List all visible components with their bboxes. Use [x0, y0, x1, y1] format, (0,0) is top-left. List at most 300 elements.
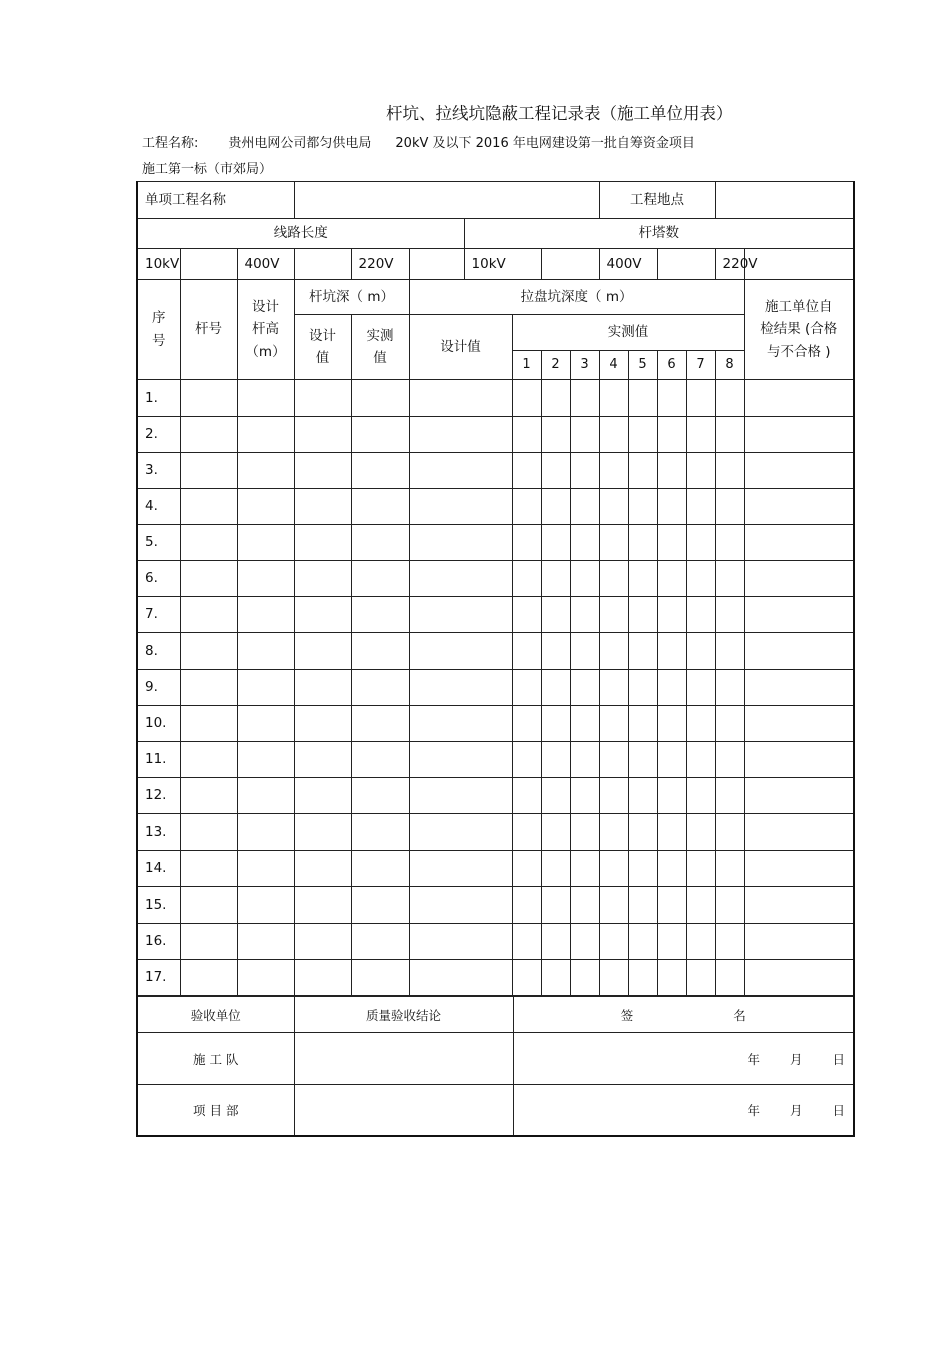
- measured-point-6-header: 6: [657, 351, 686, 380]
- anchor-measured-3-cell[interactable]: [570, 453, 599, 489]
- self-check-cell[interactable]: [744, 960, 854, 996]
- design-height-cell[interactable]: [237, 453, 294, 489]
- anchor-measured-2-cell[interactable]: [541, 706, 570, 742]
- location-label: 工程地点: [599, 182, 715, 219]
- anchor-measured-1-cell[interactable]: [512, 453, 541, 489]
- anchor-measured-1-cell[interactable]: [512, 489, 541, 525]
- anchor-measured-5-cell[interactable]: [628, 742, 657, 778]
- anchor-measured-2-cell[interactable]: [541, 380, 570, 417]
- pole-no-cell[interactable]: [180, 525, 237, 561]
- col-design-height-line3: （m）: [245, 343, 286, 360]
- anchor-measured-2-cell[interactable]: [541, 778, 570, 814]
- anchor-measured-5-cell[interactable]: [628, 380, 657, 417]
- design-height-cell[interactable]: [237, 706, 294, 742]
- anchor-design-cell[interactable]: [409, 960, 512, 996]
- pit-measured-cell[interactable]: [351, 525, 409, 561]
- anchor-measured-3-cell[interactable]: [570, 960, 599, 996]
- anchor-measured-3-cell[interactable]: [570, 814, 599, 851]
- anchor-measured-7-cell[interactable]: [686, 924, 715, 960]
- pit-design-cell[interactable]: [294, 489, 351, 525]
- col-self-check-line2: 检结果 (合格: [760, 321, 838, 338]
- anchor-design-cell[interactable]: [409, 851, 512, 887]
- anchor-measured-1-cell[interactable]: [512, 561, 541, 597]
- self-check-cell[interactable]: [744, 597, 854, 633]
- col-seq-header: [137, 280, 180, 380]
- pit-design-cell[interactable]: [294, 597, 351, 633]
- pole-no-cell[interactable]: [180, 633, 237, 670]
- anchor-measured-4-cell[interactable]: [599, 887, 628, 924]
- anchor-measured-7-cell[interactable]: [686, 453, 715, 489]
- anchor-measured-3-cell[interactable]: [570, 525, 599, 561]
- anchor-measured-3-cell[interactable]: [570, 887, 599, 924]
- measured-point-1-header: 1: [512, 351, 541, 380]
- anchor-measured-7-cell[interactable]: [686, 670, 715, 706]
- anchor-measured-4-cell[interactable]: [599, 814, 628, 851]
- line-length-400v-label: 400V: [237, 249, 294, 280]
- line-length-10kv-field[interactable]: [180, 249, 237, 280]
- pit-measured-cell[interactable]: [351, 453, 409, 489]
- anchor-measured-8-cell[interactable]: [715, 670, 744, 706]
- design-height-cell[interactable]: [237, 924, 294, 960]
- anchor-measured-1-cell[interactable]: [512, 380, 541, 417]
- anchor-measured-5-cell[interactable]: [628, 561, 657, 597]
- row-number: 4.: [137, 489, 180, 525]
- pit-measured-cell[interactable]: [351, 742, 409, 778]
- pole-no-cell[interactable]: [180, 670, 237, 706]
- signoff-conclusion-label: 质量验收结论: [294, 997, 513, 1033]
- pole-no-cell[interactable]: [180, 814, 237, 851]
- anchor-measured-3-cell[interactable]: [570, 706, 599, 742]
- table-row: [137, 814, 854, 851]
- anchor-measured-1-cell[interactable]: [512, 525, 541, 561]
- col-design-height-header: [237, 280, 294, 380]
- anchor-measured-2-cell[interactable]: [541, 742, 570, 778]
- anchor-measured-4-cell[interactable]: [599, 670, 628, 706]
- col-pit-design-line2: 值: [315, 350, 330, 366]
- anchor-measured-8-cell[interactable]: [715, 525, 744, 561]
- anchor-design-cell[interactable]: [409, 489, 512, 525]
- pit-design-cell[interactable]: [294, 851, 351, 887]
- pole-no-cell[interactable]: [180, 380, 237, 417]
- anchor-measured-6-cell[interactable]: [657, 380, 686, 417]
- anchor-design-cell[interactable]: [409, 742, 512, 778]
- anchor-measured-1-cell[interactable]: [512, 742, 541, 778]
- anchor-measured-6-cell[interactable]: [657, 960, 686, 996]
- self-check-cell[interactable]: [744, 633, 854, 670]
- anchor-measured-1-cell[interactable]: [512, 887, 541, 924]
- self-check-cell[interactable]: [744, 380, 854, 417]
- anchor-measured-7-cell[interactable]: [686, 633, 715, 670]
- anchor-measured-7-cell[interactable]: [686, 887, 715, 924]
- pole-no-cell[interactable]: [180, 453, 237, 489]
- anchor-measured-6-cell[interactable]: [657, 633, 686, 670]
- anchor-measured-3-cell[interactable]: [570, 670, 599, 706]
- anchor-measured-8-cell[interactable]: [715, 851, 744, 887]
- pit-design-cell[interactable]: [294, 814, 351, 851]
- design-height-cell[interactable]: [237, 633, 294, 670]
- anchor-measured-7-cell[interactable]: [686, 778, 715, 814]
- anchor-measured-6-cell[interactable]: [657, 742, 686, 778]
- anchor-measured-6-cell[interactable]: [657, 489, 686, 525]
- pole-no-cell[interactable]: [180, 778, 237, 814]
- col-pit-measured-line2: 值: [373, 350, 387, 366]
- anchor-measured-2-cell[interactable]: [541, 633, 570, 670]
- design-height-cell[interactable]: [237, 670, 294, 706]
- anchor-measured-7-cell[interactable]: [686, 851, 715, 887]
- pit-measured-cell[interactable]: [351, 380, 409, 417]
- anchor-measured-3-cell[interactable]: [570, 489, 599, 525]
- pit-measured-cell[interactable]: [351, 778, 409, 814]
- anchor-measured-6-cell[interactable]: [657, 525, 686, 561]
- anchor-measured-8-cell[interactable]: [715, 887, 744, 924]
- anchor-measured-1-cell[interactable]: [512, 814, 541, 851]
- pit-measured-cell[interactable]: [351, 489, 409, 525]
- anchor-measured-3-cell[interactable]: [570, 597, 599, 633]
- pit-measured-cell[interactable]: [351, 706, 409, 742]
- anchor-measured-1-cell[interactable]: [512, 670, 541, 706]
- row-number: 13.: [137, 814, 180, 851]
- line-length-220v-label: 220V: [351, 249, 409, 280]
- project-dept-date-year: 年: [747, 1102, 760, 1118]
- anchor-measured-4-cell[interactable]: [599, 561, 628, 597]
- pit-measured-cell[interactable]: [351, 960, 409, 996]
- anchor-measured-8-cell[interactable]: [715, 814, 744, 851]
- design-height-cell[interactable]: [237, 742, 294, 778]
- pole-count-220v-field[interactable]: [744, 249, 854, 280]
- design-height-cell[interactable]: [237, 561, 294, 597]
- col-pole-no-header: 杆号: [180, 280, 237, 380]
- anchor-measured-6-cell[interactable]: [657, 924, 686, 960]
- anchor-measured-5-cell[interactable]: [628, 778, 657, 814]
- pole-count-400v-label: 400V: [599, 249, 657, 280]
- anchor-measured-4-cell[interactable]: [599, 742, 628, 778]
- anchor-measured-7-cell[interactable]: [686, 814, 715, 851]
- anchor-measured-4-cell[interactable]: [599, 597, 628, 633]
- anchor-measured-2-cell[interactable]: [541, 417, 570, 453]
- pit-design-cell[interactable]: [294, 742, 351, 778]
- anchor-measured-7-cell[interactable]: [686, 742, 715, 778]
- signoff-table: [136, 996, 855, 1137]
- pit-measured-cell[interactable]: [351, 417, 409, 453]
- table-row: [137, 924, 854, 960]
- design-height-cell[interactable]: [237, 417, 294, 453]
- pole-no-cell[interactable]: [180, 706, 237, 742]
- anchor-measured-5-cell[interactable]: [628, 633, 657, 670]
- anchor-measured-6-cell[interactable]: [657, 778, 686, 814]
- measured-point-7-header: 7: [686, 351, 715, 380]
- anchor-measured-2-cell[interactable]: [541, 597, 570, 633]
- anchor-measured-5-cell[interactable]: [628, 453, 657, 489]
- anchor-measured-4-cell[interactable]: [599, 380, 628, 417]
- anchor-measured-4-cell[interactable]: [599, 489, 628, 525]
- pit-design-cell[interactable]: [294, 417, 351, 453]
- anchor-measured-3-cell[interactable]: [570, 778, 599, 814]
- design-height-cell[interactable]: [237, 814, 294, 851]
- row-number: 2.: [137, 417, 180, 453]
- anchor-measured-1-cell[interactable]: [512, 706, 541, 742]
- anchor-measured-4-cell[interactable]: [599, 706, 628, 742]
- anchor-measured-4-cell[interactable]: [599, 960, 628, 996]
- anchor-measured-5-cell[interactable]: [628, 887, 657, 924]
- anchor-design-cell[interactable]: [409, 453, 512, 489]
- pole-no-cell[interactable]: [180, 742, 237, 778]
- design-height-cell[interactable]: [237, 380, 294, 417]
- pit-design-cell[interactable]: [294, 924, 351, 960]
- self-check-cell[interactable]: [744, 706, 854, 742]
- pit-design-cell[interactable]: [294, 453, 351, 489]
- signoff-construction-date[interactable]: [513, 1033, 854, 1085]
- project-dept-date-month: 月: [789, 1102, 803, 1118]
- pole-no-cell[interactable]: [180, 851, 237, 887]
- measured-point-5-header: 5: [628, 351, 657, 380]
- design-height-cell[interactable]: [237, 525, 294, 561]
- pit-design-cell[interactable]: [294, 960, 351, 996]
- anchor-measured-3-cell[interactable]: [570, 417, 599, 453]
- self-check-cell[interactable]: [744, 561, 854, 597]
- anchor-measured-4-cell[interactable]: [599, 525, 628, 561]
- self-check-cell[interactable]: [744, 489, 854, 525]
- pit-measured-cell[interactable]: [351, 887, 409, 924]
- anchor-measured-7-cell[interactable]: [686, 706, 715, 742]
- pit-design-cell[interactable]: [294, 633, 351, 670]
- anchor-measured-2-cell[interactable]: [541, 814, 570, 851]
- anchor-measured-3-cell[interactable]: [570, 742, 599, 778]
- anchor-measured-6-cell[interactable]: [657, 851, 686, 887]
- design-height-cell[interactable]: [237, 597, 294, 633]
- self-check-cell[interactable]: [744, 742, 854, 778]
- self-check-cell[interactable]: [744, 851, 854, 887]
- anchor-measured-8-cell[interactable]: [715, 561, 744, 597]
- anchor-measured-5-cell[interactable]: [628, 525, 657, 561]
- row-number: 11.: [137, 742, 180, 778]
- table-row: [137, 742, 854, 778]
- anchor-measured-5-cell[interactable]: [628, 417, 657, 453]
- anchor-measured-5-cell[interactable]: [628, 670, 657, 706]
- anchor-measured-7-cell[interactable]: [686, 960, 715, 996]
- anchor-measured-4-cell[interactable]: [599, 633, 628, 670]
- self-check-cell[interactable]: [744, 525, 854, 561]
- anchor-measured-2-cell[interactable]: [541, 670, 570, 706]
- anchor-measured-6-cell[interactable]: [657, 887, 686, 924]
- anchor-measured-7-cell[interactable]: [686, 597, 715, 633]
- row-number: 5.: [137, 525, 180, 561]
- row-number: 8.: [137, 633, 180, 670]
- anchor-measured-2-cell[interactable]: [541, 851, 570, 887]
- pit-measured-cell[interactable]: [351, 670, 409, 706]
- anchor-measured-1-cell[interactable]: [512, 960, 541, 996]
- col-design-height-line1: 设计: [252, 299, 279, 316]
- pit-measured-cell[interactable]: [351, 561, 409, 597]
- pit-design-cell[interactable]: [294, 887, 351, 924]
- self-check-cell[interactable]: [744, 417, 854, 453]
- measured-point-8-header: 8: [715, 351, 744, 380]
- self-check-cell[interactable]: [744, 887, 854, 924]
- form-title: 杆坑、拉线坑隐蔽工程记录表（施工单位用表）: [386, 104, 733, 123]
- col-pit-design-header: [294, 315, 351, 380]
- construction-date-year: 年: [747, 1051, 760, 1067]
- anchor-measured-5-cell[interactable]: [628, 489, 657, 525]
- anchor-measured-8-cell[interactable]: [715, 706, 744, 742]
- anchor-measured-4-cell[interactable]: [599, 453, 628, 489]
- anchor-measured-7-cell[interactable]: [686, 489, 715, 525]
- anchor-measured-2-cell[interactable]: [541, 453, 570, 489]
- col-anchor-measured-header: 实测值: [512, 315, 744, 351]
- pole-no-cell[interactable]: [180, 561, 237, 597]
- anchor-measured-1-cell[interactable]: [512, 851, 541, 887]
- pit-measured-cell[interactable]: [351, 814, 409, 851]
- pole-no-cell[interactable]: [180, 597, 237, 633]
- design-height-cell[interactable]: [237, 887, 294, 924]
- pit-design-cell[interactable]: [294, 380, 351, 417]
- col-pit-measured-header: [351, 315, 409, 380]
- anchor-measured-4-cell[interactable]: [599, 924, 628, 960]
- anchor-measured-1-cell[interactable]: [512, 417, 541, 453]
- signoff-project-dept-date[interactable]: [513, 1085, 854, 1136]
- signoff-construction-conclusion-field[interactable]: [294, 1033, 513, 1085]
- pit-measured-cell[interactable]: [351, 597, 409, 633]
- pole-no-cell[interactable]: [180, 489, 237, 525]
- anchor-measured-7-cell[interactable]: [686, 380, 715, 417]
- anchor-measured-1-cell[interactable]: [512, 778, 541, 814]
- anchor-measured-6-cell[interactable]: [657, 670, 686, 706]
- pit-measured-cell[interactable]: [351, 851, 409, 887]
- anchor-measured-6-cell[interactable]: [657, 453, 686, 489]
- anchor-measured-1-cell[interactable]: [512, 597, 541, 633]
- anchor-measured-8-cell[interactable]: [715, 597, 744, 633]
- anchor-measured-2-cell[interactable]: [541, 924, 570, 960]
- table-row: [137, 670, 854, 706]
- anchor-measured-8-cell[interactable]: [715, 453, 744, 489]
- anchor-design-cell[interactable]: [409, 633, 512, 670]
- anchor-measured-8-cell[interactable]: [715, 633, 744, 670]
- line-length-220v-field[interactable]: [409, 249, 464, 280]
- row-number: 3.: [137, 453, 180, 489]
- anchor-design-cell[interactable]: [409, 597, 512, 633]
- signoff-project-dept-conclusion-field[interactable]: [294, 1085, 513, 1136]
- anchor-design-cell[interactable]: [409, 525, 512, 561]
- unit-project-name-label: 单项工程名称: [137, 182, 294, 219]
- pit-design-cell[interactable]: [294, 670, 351, 706]
- table-row: [137, 525, 854, 561]
- anchor-measured-4-cell[interactable]: [599, 417, 628, 453]
- anchor-measured-8-cell[interactable]: [715, 417, 744, 453]
- anchor-measured-8-cell[interactable]: [715, 960, 744, 996]
- anchor-design-cell[interactable]: [409, 887, 512, 924]
- location-field[interactable]: [715, 182, 854, 219]
- anchor-measured-5-cell[interactable]: [628, 960, 657, 996]
- anchor-measured-8-cell[interactable]: [715, 489, 744, 525]
- anchor-measured-3-cell[interactable]: [570, 561, 599, 597]
- anchor-measured-4-cell[interactable]: [599, 851, 628, 887]
- measured-point-2-header: 2: [541, 351, 570, 380]
- anchor-measured-3-cell[interactable]: [570, 924, 599, 960]
- anchor-measured-7-cell[interactable]: [686, 561, 715, 597]
- anchor-measured-1-cell[interactable]: [512, 924, 541, 960]
- self-check-cell[interactable]: [744, 814, 854, 851]
- anchor-measured-5-cell[interactable]: [628, 924, 657, 960]
- table-row: [137, 960, 854, 996]
- anchor-design-cell[interactable]: [409, 670, 512, 706]
- pit-design-cell[interactable]: [294, 778, 351, 814]
- anchor-measured-3-cell[interactable]: [570, 633, 599, 670]
- pit-design-cell[interactable]: [294, 561, 351, 597]
- line-length-400v-field[interactable]: [294, 249, 351, 280]
- anchor-measured-7-cell[interactable]: [686, 417, 715, 453]
- pole-no-cell[interactable]: [180, 924, 237, 960]
- anchor-measured-4-cell[interactable]: [599, 778, 628, 814]
- pole-no-cell[interactable]: [180, 417, 237, 453]
- anchor-measured-8-cell[interactable]: [715, 778, 744, 814]
- anchor-measured-5-cell[interactable]: [628, 597, 657, 633]
- anchor-measured-2-cell[interactable]: [541, 561, 570, 597]
- anchor-measured-8-cell[interactable]: [715, 380, 744, 417]
- anchor-measured-6-cell[interactable]: [657, 417, 686, 453]
- table-row: [137, 489, 854, 525]
- anchor-measured-6-cell[interactable]: [657, 814, 686, 851]
- design-height-cell[interactable]: [237, 851, 294, 887]
- pit-measured-cell[interactable]: [351, 633, 409, 670]
- record-table: [136, 181, 855, 996]
- anchor-measured-6-cell[interactable]: [657, 561, 686, 597]
- construction-date-month: 月: [789, 1051, 803, 1067]
- anchor-measured-8-cell[interactable]: [715, 742, 744, 778]
- anchor-design-cell[interactable]: [409, 778, 512, 814]
- anchor-measured-6-cell[interactable]: [657, 597, 686, 633]
- anchor-measured-2-cell[interactable]: [541, 525, 570, 561]
- design-height-cell[interactable]: [237, 778, 294, 814]
- anchor-measured-2-cell[interactable]: [541, 960, 570, 996]
- self-check-cell[interactable]: [744, 924, 854, 960]
- anchor-design-cell[interactable]: [409, 561, 512, 597]
- anchor-measured-3-cell[interactable]: [570, 380, 599, 417]
- anchor-design-cell[interactable]: [409, 924, 512, 960]
- measured-point-3-header: 3: [570, 351, 599, 380]
- anchor-design-cell[interactable]: [409, 706, 512, 742]
- anchor-measured-5-cell[interactable]: [628, 706, 657, 742]
- row-number: 17.: [137, 960, 180, 996]
- anchor-design-cell[interactable]: [409, 380, 512, 417]
- self-check-cell[interactable]: [744, 778, 854, 814]
- anchor-measured-8-cell[interactable]: [715, 924, 744, 960]
- self-check-cell[interactable]: [744, 453, 854, 489]
- pole-count-400v-field[interactable]: [657, 249, 715, 280]
- anchor-measured-5-cell[interactable]: [628, 851, 657, 887]
- design-height-cell[interactable]: [237, 489, 294, 525]
- row-number: 15.: [137, 887, 180, 924]
- anchor-measured-2-cell[interactable]: [541, 489, 570, 525]
- anchor-measured-2-cell[interactable]: [541, 887, 570, 924]
- unit-project-name-field[interactable]: [294, 182, 599, 219]
- col-anchor-design-header: 设计值: [409, 315, 512, 380]
- design-height-cell[interactable]: [237, 960, 294, 996]
- pit-design-cell[interactable]: [294, 706, 351, 742]
- anchor-design-cell[interactable]: [409, 814, 512, 851]
- self-check-cell[interactable]: [744, 670, 854, 706]
- anchor-measured-6-cell[interactable]: [657, 706, 686, 742]
- signoff-sign-char1: 签: [620, 1007, 634, 1023]
- anchor-measured-3-cell[interactable]: [570, 851, 599, 887]
- anchor-measured-5-cell[interactable]: [628, 814, 657, 851]
- pole-no-cell[interactable]: [180, 960, 237, 996]
- pit-design-cell[interactable]: [294, 525, 351, 561]
- pole-no-cell[interactable]: [180, 887, 237, 924]
- pit-measured-cell[interactable]: [351, 924, 409, 960]
- anchor-design-cell[interactable]: [409, 417, 512, 453]
- pole-count-10kv-field[interactable]: [541, 249, 599, 280]
- anchor-measured-7-cell[interactable]: [686, 525, 715, 561]
- project-name-label: 工程名称:: [142, 136, 199, 151]
- anchor-measured-1-cell[interactable]: [512, 633, 541, 670]
